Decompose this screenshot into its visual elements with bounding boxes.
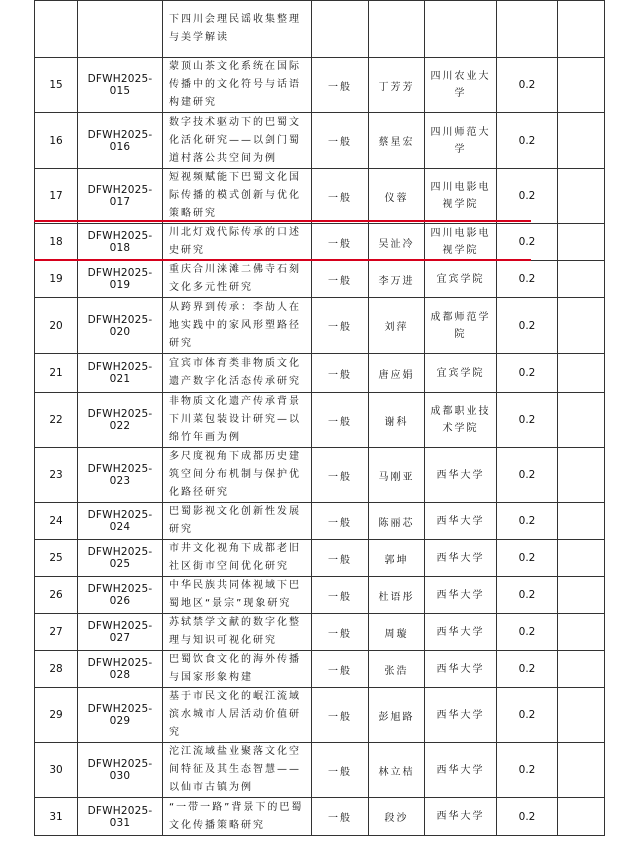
project-level: 一般 — [312, 614, 369, 651]
row-number: 23 — [35, 448, 78, 503]
table-row — [35, 540, 605, 577]
project-code: DFWH2025-025 — [78, 540, 163, 577]
institution: 西华大学 — [425, 798, 497, 836]
project-level: 一般 — [312, 354, 369, 393]
funding-amount: 0.2 — [497, 798, 558, 836]
project-code: DFWH2025-021 — [78, 354, 163, 393]
project-title: 巴蜀影视文化创新性发展研究 — [163, 503, 312, 540]
empty-cell — [558, 614, 605, 651]
funding-amount: 0.2 — [497, 58, 558, 113]
institution: 四川电影电视学院 — [425, 169, 497, 224]
table-row — [35, 798, 605, 836]
empty-cell — [558, 261, 605, 298]
empty-cell — [558, 113, 605, 169]
project-title: 宜宾市体育类非物质文化遗产数字化活态传承研究 — [163, 354, 312, 393]
project-code: DFWH2025-027 — [78, 614, 163, 651]
institution: 西华大学 — [425, 614, 497, 651]
funding-amount: 0.2 — [497, 540, 558, 577]
table-row — [35, 577, 605, 614]
project-leader: 唐应娟 — [369, 354, 425, 393]
funding-amount: 0.2 — [497, 743, 558, 798]
funding-amount: 0.2 — [497, 651, 558, 688]
project-leader: 马刚亚 — [369, 448, 425, 503]
row-number: 17 — [35, 169, 78, 224]
project-leader: 刘萍 — [369, 298, 425, 354]
project-title: 巴蜀饮食文化的海外传播与国家形象构建 — [163, 651, 312, 688]
project-level: 一般 — [312, 261, 369, 298]
institution: 四川电影电视学院 — [425, 224, 497, 261]
institution: 西华大学 — [425, 503, 497, 540]
project-code: DFWH2025-018 — [78, 224, 163, 261]
funding-amount: 0.2 — [497, 688, 558, 743]
empty-cell — [558, 577, 605, 614]
project-level: 一般 — [312, 503, 369, 540]
project-leader: 张浩 — [369, 651, 425, 688]
table-row — [35, 224, 605, 261]
empty-cell — [558, 58, 605, 113]
empty-cell — [558, 224, 605, 261]
funding-amount: 0.2 — [497, 113, 558, 169]
project-code: DFWH2025-022 — [78, 393, 163, 448]
project-leader: 李万进 — [369, 261, 425, 298]
institution: 西华大学 — [425, 743, 497, 798]
empty-cell — [558, 743, 605, 798]
project-leader: 彭旭路 — [369, 688, 425, 743]
project-level: 一般 — [312, 448, 369, 503]
institution: 西华大学 — [425, 651, 497, 688]
institution: 西华大学 — [425, 577, 497, 614]
project-leader: 林立桔 — [369, 743, 425, 798]
funding-amount: 0.2 — [497, 224, 558, 261]
table-row — [35, 651, 605, 688]
row-number: 24 — [35, 503, 78, 540]
project-title: 非物质文化遗产传承背景下川菜包装设计研究—以绵竹年画为例 — [163, 393, 312, 448]
row-number: 15 — [35, 58, 78, 113]
project-level: 一般 — [312, 58, 369, 113]
institution: 成都职业技术学院 — [425, 393, 497, 448]
funding-amount: 0.2 — [497, 354, 558, 393]
project-level: 一般 — [312, 688, 369, 743]
empty-cell — [558, 354, 605, 393]
project-level: 一般 — [312, 298, 369, 354]
row-number: 20 — [35, 298, 78, 354]
row-number: 26 — [35, 577, 78, 614]
row-number: 18 — [35, 224, 78, 261]
empty-cell — [558, 798, 605, 836]
institution: 宜宾学院 — [425, 261, 497, 298]
project-title: 市井文化视角下成都老旧社区街市空间优化研究 — [163, 540, 312, 577]
row-number: 27 — [35, 614, 78, 651]
table-row — [35, 354, 605, 393]
table-row — [35, 113, 605, 169]
institution: 四川师范大学 — [425, 113, 497, 169]
institution: 成都师范学院 — [425, 298, 497, 354]
row-number: 25 — [35, 540, 78, 577]
table-row — [35, 688, 605, 743]
project-level: 一般 — [312, 743, 369, 798]
project-level: 一般 — [312, 798, 369, 836]
project-leader: 陈丽芯 — [369, 503, 425, 540]
funding-amount: 0.2 — [497, 169, 558, 224]
row-number: 31 — [35, 798, 78, 836]
project-leader: 仪蓉 — [369, 169, 425, 224]
table-row — [35, 743, 605, 798]
project-title: 从跨界到传承：李劼人在地实践中的家风形塑路径研究 — [163, 298, 312, 354]
institution: 四川农业大学 — [425, 58, 497, 113]
project-leader: 郭坤 — [369, 540, 425, 577]
project-level: 一般 — [312, 651, 369, 688]
row-number: 16 — [35, 113, 78, 169]
project-leader: 杜语彤 — [369, 577, 425, 614]
table-row — [35, 58, 605, 113]
project-code: DFWH2025-023 — [78, 448, 163, 503]
project-leader: 丁芳芳 — [369, 58, 425, 113]
project-code: DFWH2025-024 — [78, 503, 163, 540]
table-row — [35, 448, 605, 503]
funding-amount: 0.2 — [497, 448, 558, 503]
empty-cell — [558, 688, 605, 743]
empty-cell — [558, 393, 605, 448]
project-level: 一般 — [312, 393, 369, 448]
project-leader: 周璇 — [369, 614, 425, 651]
project-code: DFWH2025-019 — [78, 261, 163, 298]
row-number: 21 — [35, 354, 78, 393]
project-title: 下四川会理民谣收集整理与美学解读 — [163, 1, 312, 58]
empty-cell — [558, 169, 605, 224]
project-title: “一带一路”背景下的巴蜀文化传播策略研究 — [163, 798, 312, 836]
project-leader: 蔡星宏 — [369, 113, 425, 169]
project-code: DFWH2025-026 — [78, 577, 163, 614]
project-title: 中华民族共同体视域下巴蜀地区“景宗”现象研究 — [163, 577, 312, 614]
funding-amount: 0.2 — [497, 393, 558, 448]
row-number: 28 — [35, 651, 78, 688]
project-leader: 吴沚冷 — [369, 224, 425, 261]
row-number: 29 — [35, 688, 78, 743]
institution: 西华大学 — [425, 540, 497, 577]
project-title: 苏轼禁学文献的数字化整理与知识可视化研究 — [163, 614, 312, 651]
table-row — [35, 298, 605, 354]
project-title: 数字技术驱动下的巴蜀文化活化研究——以剑门蜀道村落公共空间为例 — [163, 113, 312, 169]
project-leader: 段沙 — [369, 798, 425, 836]
project-code: DFWH2025-031 — [78, 798, 163, 836]
row-number: 30 — [35, 743, 78, 798]
project-list-table — [34, 0, 604, 836]
project-title: 基于市民文化的岷江流域滨水城市人居活动价值研究 — [163, 688, 312, 743]
institution: 宜宾学院 — [425, 354, 497, 393]
project-level: 一般 — [312, 540, 369, 577]
project-code: DFWH2025-020 — [78, 298, 163, 354]
project-code: DFWH2025-030 — [78, 743, 163, 798]
project-title: 川北灯戏代际传承的口述史研究 — [163, 224, 312, 261]
empty-cell — [558, 540, 605, 577]
project-level: 一般 — [312, 577, 369, 614]
table-row — [35, 393, 605, 448]
project-level: 一般 — [312, 224, 369, 261]
project-code: DFWH2025-015 — [78, 58, 163, 113]
project-code: DFWH2025-029 — [78, 688, 163, 743]
empty-cell — [558, 298, 605, 354]
empty-cell — [558, 503, 605, 540]
table-row — [35, 503, 605, 540]
empty-cell — [558, 651, 605, 688]
table-row — [35, 1, 605, 58]
project-title: 短视频赋能下巴蜀文化国际传播的模式创新与优化策略研究 — [163, 169, 312, 224]
project-code: DFWH2025-028 — [78, 651, 163, 688]
project-title: 多尺度视角下成都历史建筑空间分布机制与保护优化路径研究 — [163, 448, 312, 503]
funding-amount: 0.2 — [497, 298, 558, 354]
funding-amount: 0.2 — [497, 503, 558, 540]
project-title: 沱江流域盐业聚落文化空间特征及其生态智慧——以仙市古镇为例 — [163, 743, 312, 798]
row-number: 19 — [35, 261, 78, 298]
project-title: 重庆合川涞滩二佛寺石刻文化多元性研究 — [163, 261, 312, 298]
funding-amount: 0.2 — [497, 261, 558, 298]
project-code: DFWH2025-017 — [78, 169, 163, 224]
funding-amount: 0.2 — [497, 577, 558, 614]
table-row — [35, 169, 605, 224]
empty-cell — [558, 448, 605, 503]
table-row — [35, 614, 605, 651]
project-level: 一般 — [312, 113, 369, 169]
funding-amount: 0.2 — [497, 614, 558, 651]
institution: 西华大学 — [425, 688, 497, 743]
table-row — [35, 261, 605, 298]
row-number: 22 — [35, 393, 78, 448]
project-code: DFWH2025-016 — [78, 113, 163, 169]
project-title: 蒙顶山茶文化系统在国际传播中的文化符号与话语构建研究 — [163, 58, 312, 113]
institution: 西华大学 — [425, 448, 497, 503]
project-leader: 谢科 — [369, 393, 425, 448]
project-level: 一般 — [312, 169, 369, 224]
